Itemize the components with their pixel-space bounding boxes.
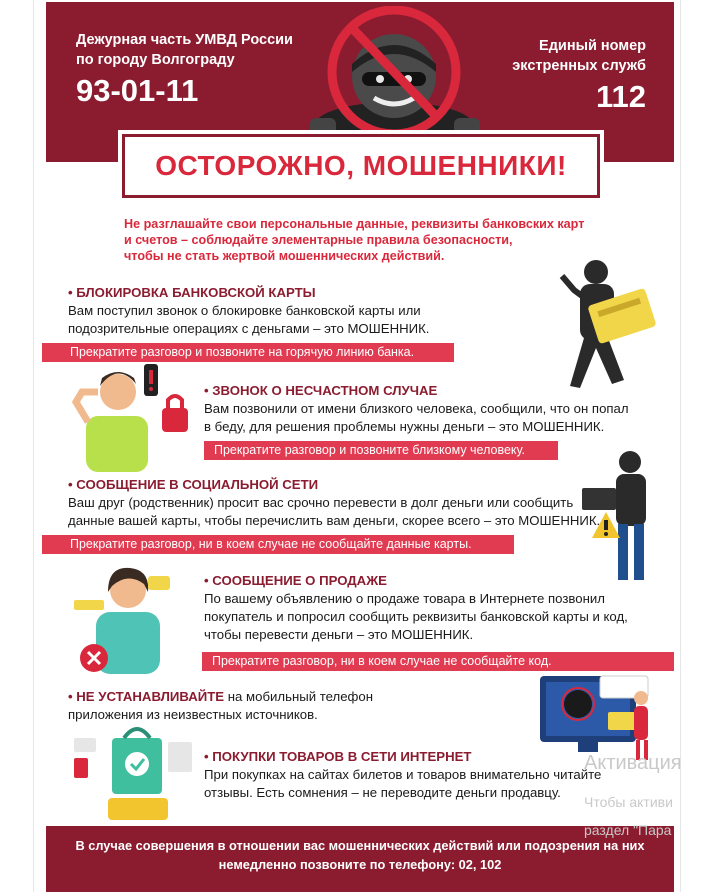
- intro-line3: чтобы не стать жертвой мошеннических действий.: [124, 249, 445, 263]
- footer-line2: немедленно позвоните по телефону: 02, 102: [218, 857, 502, 872]
- thief-with-laptop-icon: [582, 448, 678, 588]
- section-line: в беду, для решения проблемы нужны деньги – это МОШЕННИК.: [204, 419, 605, 434]
- section-heading: • БЛОКИРОВКА БАНКОВСКОЙ КАРТЫ: [68, 285, 316, 300]
- police-duty-block: [76, 30, 293, 108]
- footer-band: [46, 826, 674, 892]
- thief-with-card-icon: [552, 256, 662, 396]
- section-line: покупатель и попросил сообщить реквизиты банковской карты и код,: [204, 609, 628, 624]
- police-duty-line2: по городу Волгограду: [76, 52, 235, 68]
- section-line: чтобы перевести деньги – это МОШЕННИК.: [204, 627, 474, 642]
- section-card-blocking: [68, 284, 508, 338]
- intro-text: [124, 216, 604, 264]
- section-line: приложения из неизвестных источников.: [68, 707, 318, 722]
- activation-watermark-title: Активация: [584, 752, 682, 774]
- emergency-phone: 112: [595, 79, 646, 114]
- section-online-shopping: [204, 748, 634, 802]
- emergency-line1: Единый номер: [539, 38, 646, 54]
- section-social-message: [68, 476, 608, 530]
- page-title: ОСТОРОЖНО, МОШЕННИКИ!: [155, 150, 567, 181]
- woman-on-phone-icon: [68, 562, 198, 680]
- activation-watermark-line: раздел "Пара: [584, 822, 672, 838]
- section-heading: • СООБЩЕНИЕ В СОЦИАЛЬНОЙ СЕТИ: [68, 477, 319, 492]
- section-heading: • ПОКУПКИ ТОВАРОВ В СЕТИ ИНТЕРНЕТ: [204, 749, 472, 764]
- section-line: По вашему объявлению о продаже товара в Интернете позвонил: [204, 591, 605, 606]
- action-bar: Прекратите разговор, ни в коем случае не сообщайте код.: [202, 652, 674, 671]
- activation-watermark-line: Чтобы активи: [584, 794, 673, 810]
- lock-icon: [162, 408, 188, 432]
- police-duty-line1: Дежурная часть УМВД России: [76, 32, 293, 48]
- section-line: Ваш друг (родственник) просит вас срочно перевести в долг деньги или сообщить: [68, 495, 574, 510]
- action-bar: Прекратите разговор и позвоните на горячую линию банка.: [42, 343, 454, 362]
- section-install-warning: [68, 688, 448, 724]
- online-shopping-icon: [68, 724, 198, 824]
- worried-man-icon: [68, 362, 198, 472]
- action-bar: Прекратите разговор и позвоните близкому человеку.: [204, 441, 558, 460]
- action-bar: Прекратите разговор, ни в коем случае не сообщайте данные карты.: [42, 535, 514, 554]
- emergency-block: [512, 36, 646, 114]
- section-sale-message: [204, 572, 664, 644]
- emergency-line2: экстренных служб: [512, 58, 646, 74]
- section-heading-tail: на мобильный телефон: [224, 689, 374, 704]
- title-box: [122, 134, 600, 198]
- section-heading: • ЗВОНОК О НЕСЧАСТНОМ СЛУЧАЕ: [204, 383, 438, 398]
- section-line: данные вашей карты, чтобы перечислить вам деньги, скорее всего – это МОШЕННИК.: [68, 513, 601, 528]
- police-duty-phone: 93-01-11: [76, 73, 199, 108]
- intro-line2: и счетов – соблюдайте элементарные правила безопасности,: [124, 233, 513, 247]
- section-line: При покупках на сайтах билетов и товаров внимательно читайте: [204, 767, 602, 782]
- prohibition-sign-icon: [290, 6, 500, 146]
- section-line: Вам позвонили от имени близкого человека, сообщили, что он попал: [204, 401, 629, 416]
- section-heading: • СООБЩЕНИЕ О ПРОДАЖЕ: [204, 573, 387, 588]
- section-line: Вам поступил звонок о блокировке банковской карты или: [68, 303, 421, 318]
- footer-line1: В случае совершения в отношении вас мошеннических действий или подозрения на них: [75, 838, 645, 853]
- section-line: подозрительные операциях с деньгами – это МОШЕННИК.: [68, 321, 430, 336]
- section-heading: • НЕ УСТАНАВЛИВАЙТЕ: [68, 689, 225, 704]
- section-accident-call: [204, 382, 674, 436]
- intro-line1: Не разглашайте свои персональные данные, реквизиты банковских карт: [124, 217, 585, 231]
- section-line: отзывы. Есть сомнения – не переводите деньги продавцу.: [204, 785, 561, 800]
